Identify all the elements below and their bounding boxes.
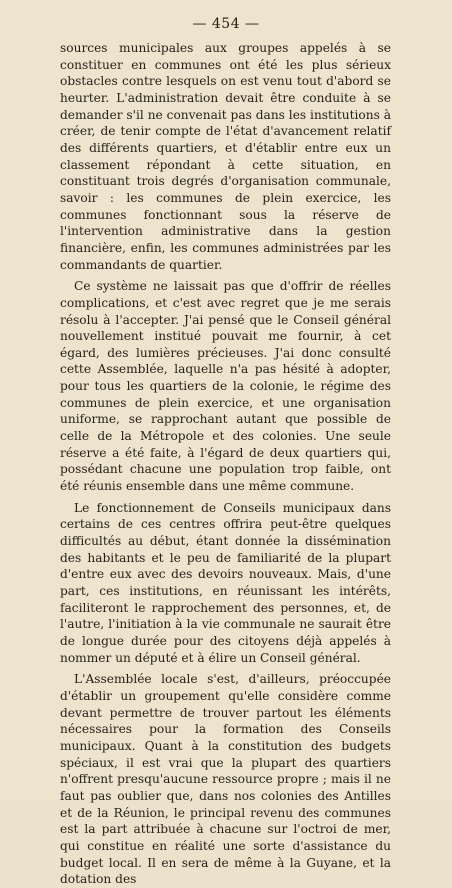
paragraph-4: L'Assemblée locale s'est, d'ailleurs, préoccupée d'établir un groupement qu'elle considère comme devant permettre de trouver partout les éléments nécessaires pour la formation des Conseils municipaux. Quant à la constitution des budgets spéciaux, il est vrai que la plupart des quartiers n'offrent presqu'aucune ressource propre ; mais il ne faut pas oublier que, dans nos colonies des Antilles et de la Réunion, le principal revenu des communes est la part attribuée à chacune sur l'octroi de mer, qui constitue en réalité une sorte d'assistance du budget local. Il en sera de même à la Guyane, et la dotation des [60, 672, 391, 887]
paragraph-3: Le fonctionnement de Conseils municipaux dans certains de ces centres offrira peut-être quelques difficultés au début, étant donnée la dissémination des habitants et le peu de familiarité de la plupart d'entre eux avec des devoirs nouveaux. Mais, d'une part, ces institutions, en réunissant les intérêts, faciliteront le rapprochement des personnes, et, de l'autre, l'initiation à la vie communale ne saurait être de longue durée pour des citoyens déjà appelés à nommer un député et à élire un Conseil général. [60, 500, 391, 665]
body-text [60, 40, 391, 888]
page-number: — 454 — [192, 16, 260, 32]
paragraph-2: Ce système ne laissait pas que d'offrir de réelles complications, et c'est avec regret que je me serais résolu à l'accepter. J'ai pensé que le Conseil général nouvellement institué pouvait me fournir, à cet égard, des lumières précieuses. J'ai donc consulté cette Assemblée, laquelle n'a pas hésité à adopter, pour tous les quartiers de la colonie, le régime des communes de plein exercice, et une organisation uniforme, se rapprochant autant que possible de celle de la Métropole et des colonies. Une seule réserve a été faite, à l'égard de deux quartiers qui, possédant chacune une population trop faible, ont été réunis ensemble dans une même commune. [60, 279, 391, 494]
paragraph-1: sources municipales aux groupes appelés à se constituer en communes ont été les plus sérieux obstacles contre lesquels on est venu tout d'abord se heurter. L'administration devait être conduite à se demander s'il ne convenait pas dans les institutions à créer, de tenir compte de l'état d'avancement relatif des différents quartiers, et d'établir entre eux un classement répondant à cette situation, en constituant trois degrés d'organisation communale, savoir : les communes de plein exercice, les communes fonctionnant sous la réserve de l'intervention administrative dans la gestion financière, enfin, les communes administrées par les commandants de quartier. [60, 41, 391, 272]
